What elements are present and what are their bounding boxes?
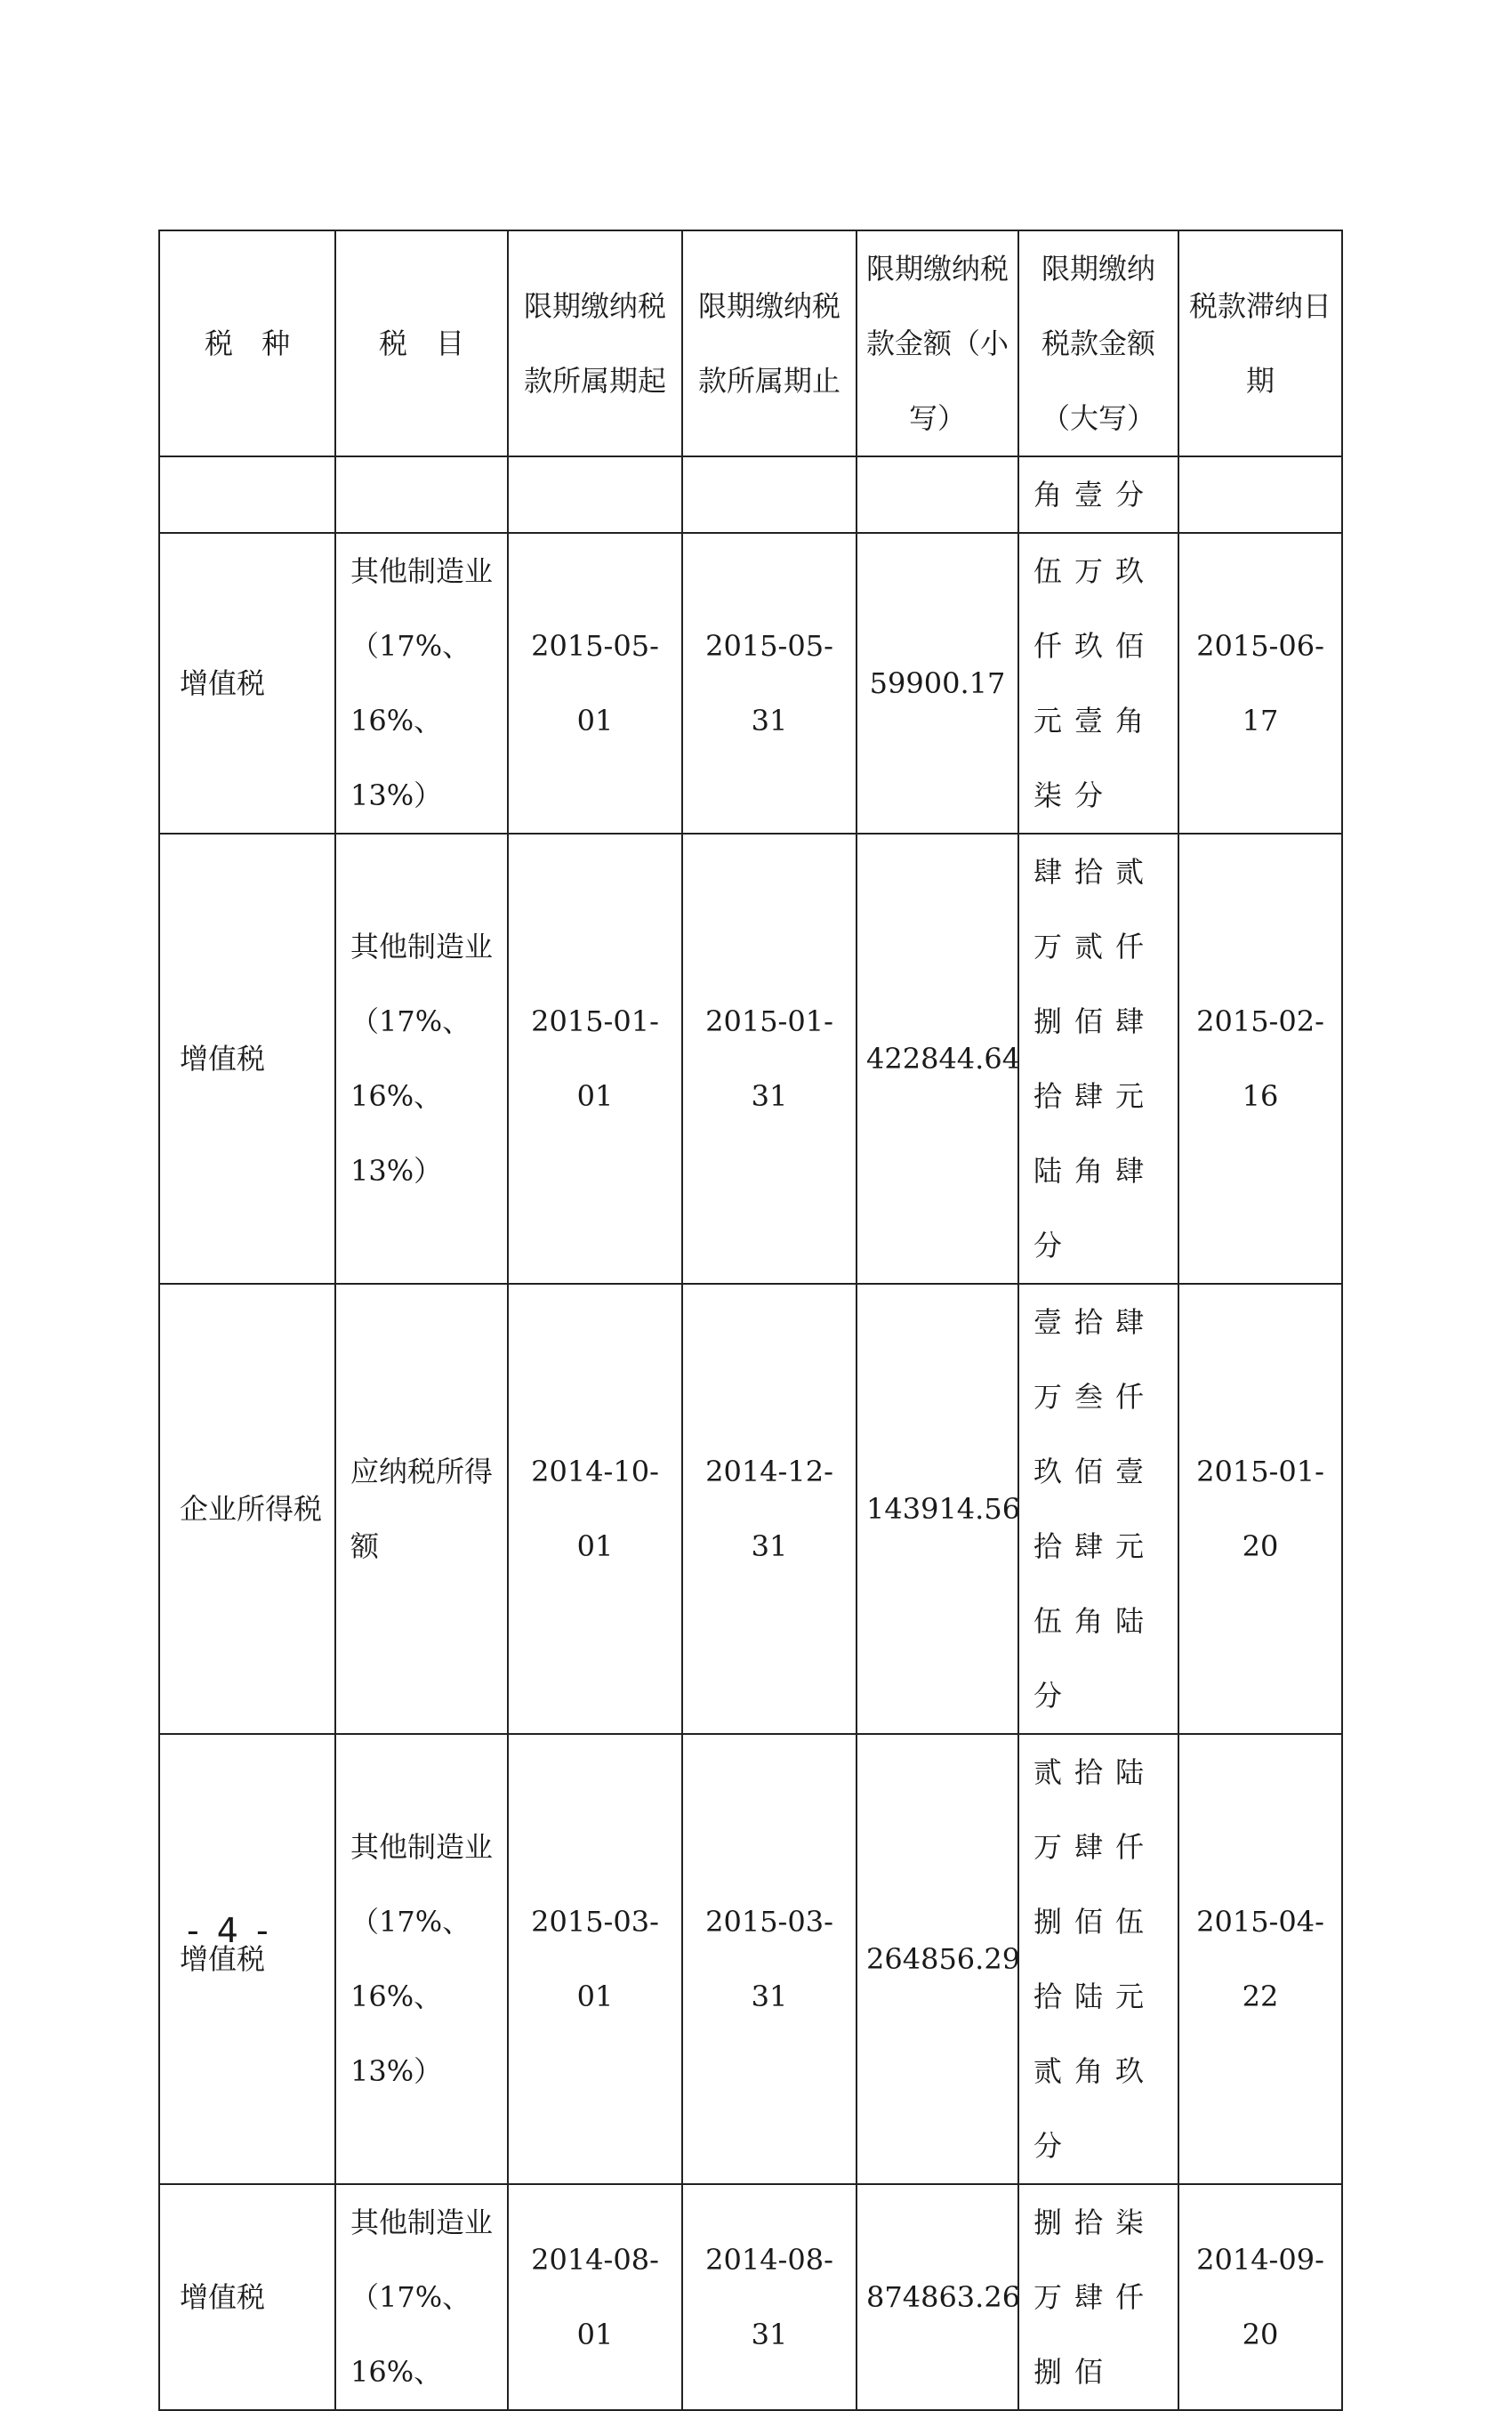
- cell-tax-item: 其他制造业（17%、16%、: [335, 2184, 508, 2410]
- cell-due-date: 2015-04-22: [1178, 1734, 1342, 2184]
- header-due-date: 税款滞纳日期: [1178, 230, 1342, 456]
- header-tax-kind: 税 种: [159, 230, 335, 456]
- cell-amount-upper: 伍万玖仟玖佰元壹角柒分: [1018, 533, 1178, 834]
- table-row: [159, 2184, 1342, 2410]
- cell-period-start: 2014-10-01: [508, 1284, 682, 1734]
- cell-amount-lower: 422844.64: [857, 834, 1018, 1284]
- cell-empty: [335, 456, 508, 533]
- cell-due-date: 2015-06-17: [1178, 533, 1342, 834]
- cell-tax-kind: 增值税: [159, 834, 335, 1284]
- cell-tax-item: 其他制造业（17%、16%、13%）: [335, 533, 508, 834]
- cell-due-date: 2015-01-20: [1178, 1284, 1342, 1734]
- cell-period-start: 2015-05-01: [508, 533, 682, 834]
- table-row-continuation: [159, 456, 1342, 533]
- cell-amount-lower: 143914.56: [857, 1284, 1018, 1734]
- cell-period-start: 2015-01-01: [508, 834, 682, 1284]
- cell-due-date: 2015-02-16: [1178, 834, 1342, 1284]
- cell-amount-upper: 壹拾肆万叁仟玖佰壹拾肆元伍角陆分: [1018, 1284, 1178, 1734]
- cell-tax-item: 应纳税所得额: [335, 1284, 508, 1734]
- cell-tax-kind: 企业所得税: [159, 1284, 335, 1734]
- header-period-end: 限期缴纳税款所属期止: [682, 230, 857, 456]
- cell-period-end: 2015-05-31: [682, 533, 857, 834]
- cell-amount-upper: 捌拾柒万肆仟捌佰: [1018, 2184, 1178, 2410]
- table-row: [159, 1734, 1342, 2184]
- cell-period-end: 2015-03-31: [682, 1734, 857, 2184]
- cell-tax-kind: 增值税: [159, 2184, 335, 2410]
- cell-period-end: 2015-01-31: [682, 834, 857, 1284]
- header-tax-item: 税 目: [335, 230, 508, 456]
- header-amount-upper: 限期缴纳税款金额（大写）: [1018, 230, 1178, 456]
- table-row: [159, 1284, 1342, 1734]
- cell-period-start: 2014-08-01: [508, 2184, 682, 2410]
- cell-tax-kind: 增值税: [159, 1734, 335, 2184]
- cell-empty: [159, 456, 335, 533]
- tax-table: [158, 230, 1343, 2411]
- cell-period-start: 2015-03-01: [508, 1734, 682, 2184]
- cell-amount-upper: 贰拾陆万肆仟捌佰伍拾陆元贰角玖分: [1018, 1734, 1178, 2184]
- cell-empty: [1178, 456, 1342, 533]
- cell-tax-item: 其他制造业（17%、16%、13%）: [335, 834, 508, 1284]
- cell-period-end: 2014-08-31: [682, 2184, 857, 2410]
- cell-empty: [682, 456, 857, 533]
- table-header-row: [159, 230, 1342, 456]
- cell-period-end: 2014-12-31: [682, 1284, 857, 1734]
- page-number: - 4 -: [187, 1911, 272, 1950]
- cell-empty: [857, 456, 1018, 533]
- cell-amount-lower: 264856.29: [857, 1734, 1018, 2184]
- cell-due-date: 2014-09-20: [1178, 2184, 1342, 2410]
- cell-tax-item: 其他制造业（17%、16%、13%）: [335, 1734, 508, 2184]
- cell-amount-upper: 肆拾贰万贰仟捌佰肆拾肆元陆角肆分: [1018, 834, 1178, 1284]
- table-row: [159, 834, 1342, 1284]
- cell-tax-kind: 增值税: [159, 533, 335, 834]
- table-row: [159, 533, 1342, 834]
- cell-empty: [508, 456, 682, 533]
- header-amount-lower: 限期缴纳税款金额（小写）: [857, 230, 1018, 456]
- cell-amount-upper: 角壹分: [1018, 456, 1178, 533]
- header-period-start: 限期缴纳税款所属期起: [508, 230, 682, 456]
- cell-amount-lower: 59900.17: [857, 533, 1018, 834]
- cell-amount-lower: 874863.26: [857, 2184, 1018, 2410]
